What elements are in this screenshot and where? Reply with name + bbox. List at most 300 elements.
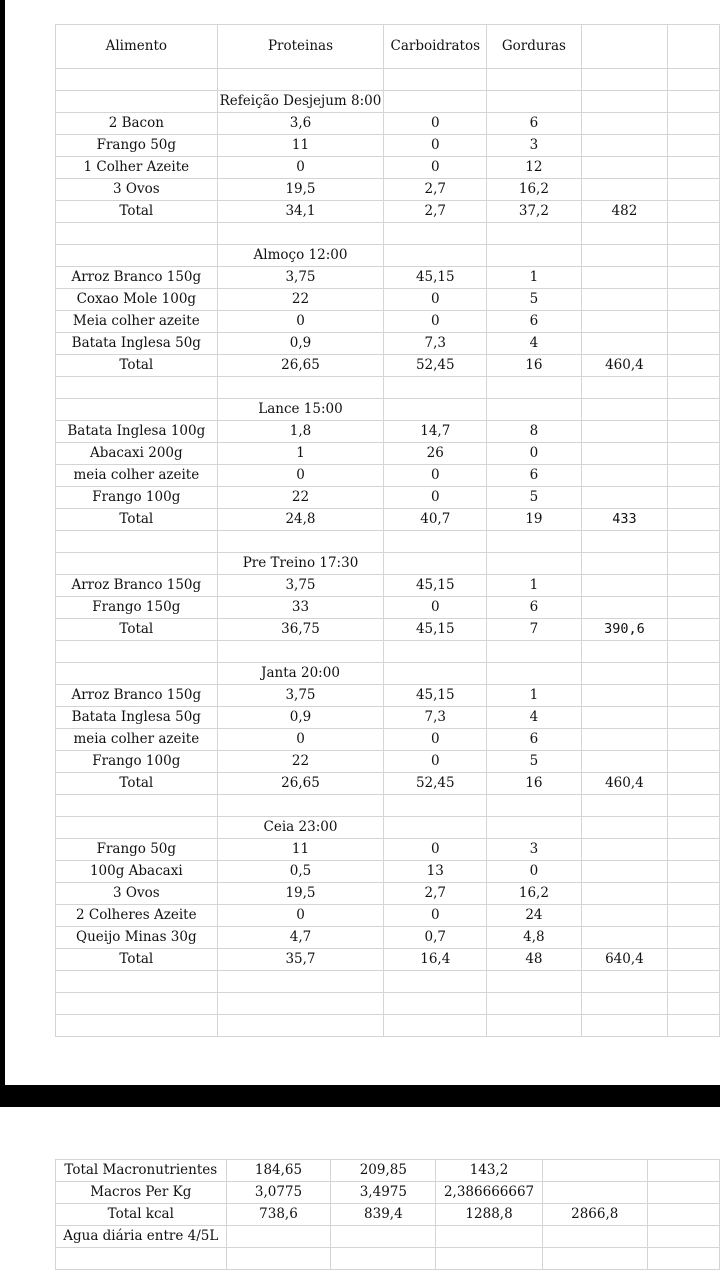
food-row (56, 465, 720, 487)
protein-value: 3,6 (217, 113, 384, 135)
food-row (56, 883, 720, 905)
food-row (56, 575, 720, 597)
carbs-value: 7,3 (384, 333, 487, 355)
empty-cell (668, 245, 720, 267)
total-label: Total (56, 509, 218, 531)
empty-cell (436, 1248, 543, 1270)
protein-value: 22 (217, 751, 384, 773)
food-row (56, 597, 720, 619)
blank-row (56, 993, 720, 1015)
protein-value: 1,8 (217, 421, 384, 443)
blank-row (56, 971, 720, 993)
empty-cell (668, 333, 720, 355)
summary-kcal (542, 1226, 647, 1248)
fat-value: 4,8 (487, 927, 581, 949)
empty-cell (56, 245, 218, 267)
empty-cell (668, 817, 720, 839)
protein-value: 0 (217, 729, 384, 751)
empty-cell (668, 201, 720, 223)
empty-cell (56, 223, 218, 245)
empty-cell (384, 69, 487, 91)
empty-cell (668, 289, 720, 311)
meal-kcal: 640,4 (581, 949, 668, 971)
fat-value: 6 (487, 113, 581, 135)
food-name: Coxao Mole 100g (56, 289, 218, 311)
blank-row (56, 1015, 720, 1037)
empty-cell (217, 641, 384, 663)
fat-value: 0 (487, 443, 581, 465)
total-label: Total (56, 773, 218, 795)
empty-cell (384, 531, 487, 553)
summary-label: Agua diária entre 4/5L (56, 1226, 227, 1248)
empty-cell (487, 795, 581, 817)
carbs-value: 14,7 (384, 421, 487, 443)
food-name: 3 Ovos (56, 883, 218, 905)
meal-title: Janta 20:00 (217, 663, 384, 685)
empty-cell (581, 839, 668, 861)
carbs-value: 0 (384, 157, 487, 179)
empty-cell (581, 157, 668, 179)
empty-cell (384, 1015, 487, 1037)
summary-carbs: 839,4 (331, 1204, 436, 1226)
empty-cell (56, 1015, 218, 1037)
protein-value: 0 (217, 157, 384, 179)
empty-cell (668, 531, 720, 553)
food-name: meia colher azeite (56, 729, 218, 751)
empty-cell (668, 509, 720, 531)
summary-carbs: 3,4975 (331, 1182, 436, 1204)
food-name: Batata Inglesa 50g (56, 333, 218, 355)
protein-value: 19,5 (217, 179, 384, 201)
empty-cell (581, 575, 668, 597)
empty-cell (581, 333, 668, 355)
protein-value: 3,75 (217, 685, 384, 707)
empty-cell (668, 641, 720, 663)
total-label: Total (56, 201, 218, 223)
empty-cell (217, 69, 384, 91)
carbs-value: 26 (384, 443, 487, 465)
empty-cell (668, 1015, 720, 1037)
protein-value: 0,5 (217, 861, 384, 883)
blank-row (56, 531, 720, 553)
food-name: Frango 100g (56, 751, 218, 773)
food-name: 2 Bacon (56, 113, 218, 135)
fat-value: 4 (487, 707, 581, 729)
empty-cell (668, 619, 720, 641)
empty-cell (668, 267, 720, 289)
empty-cell (581, 267, 668, 289)
meal-title: Lance 15:00 (217, 399, 384, 421)
empty-cell (647, 1204, 719, 1226)
fat-value: 5 (487, 289, 581, 311)
empty-cell (581, 245, 668, 267)
food-name: 2 Colheres Azeite (56, 905, 218, 927)
blank-row (56, 69, 720, 91)
food-name: Arroz Branco 150g (56, 575, 218, 597)
empty-cell (487, 971, 581, 993)
meal-kcal: 482 (581, 201, 668, 223)
meal-title-row (56, 553, 720, 575)
protein-value: 0 (217, 311, 384, 333)
empty-cell (581, 817, 668, 839)
summary-table (55, 1159, 720, 1270)
empty-cell (668, 487, 720, 509)
empty-cell (581, 289, 668, 311)
empty-cell (487, 91, 581, 113)
summary-row (56, 1226, 720, 1248)
empty-cell (668, 795, 720, 817)
empty-cell (668, 377, 720, 399)
empty-cell (487, 69, 581, 91)
food-row (56, 157, 720, 179)
empty-cell (668, 861, 720, 883)
empty-cell (487, 399, 581, 421)
empty-cell (487, 377, 581, 399)
food-row (56, 729, 720, 751)
protein-value: 19,5 (217, 883, 384, 905)
empty-cell (581, 135, 668, 157)
blank-row (56, 641, 720, 663)
protein-total: 35,7 (217, 949, 384, 971)
meal-title-row (56, 245, 720, 267)
empty-cell (668, 157, 720, 179)
empty-cell (581, 663, 668, 685)
empty-cell (668, 971, 720, 993)
food-row (56, 707, 720, 729)
meal-title: Almoço 12:00 (217, 245, 384, 267)
food-name: meia colher azeite (56, 465, 218, 487)
empty-cell (668, 421, 720, 443)
carbs-value: 0 (384, 729, 487, 751)
col-header-fat: Gorduras (487, 25, 581, 69)
empty-cell (217, 993, 384, 1015)
protein-total: 36,75 (217, 619, 384, 641)
empty-cell (384, 91, 487, 113)
fat-value: 24 (487, 905, 581, 927)
food-row (56, 927, 720, 949)
carbs-value: 0 (384, 487, 487, 509)
empty-cell (668, 883, 720, 905)
empty-cell (668, 311, 720, 333)
protein-value: 11 (217, 135, 384, 157)
empty-cell (668, 135, 720, 157)
fat-value: 6 (487, 729, 581, 751)
blank-row (56, 795, 720, 817)
carbs-value: 0 (384, 311, 487, 333)
empty-cell (581, 597, 668, 619)
fat-value: 12 (487, 157, 581, 179)
empty-cell (581, 91, 668, 113)
carbs-total: 45,15 (384, 619, 487, 641)
total-label: Total (56, 355, 218, 377)
fat-value: 6 (487, 311, 581, 333)
col-header-protein: Proteinas (217, 25, 384, 69)
fat-value: 16,2 (487, 179, 581, 201)
food-row (56, 443, 720, 465)
empty-cell (581, 641, 668, 663)
empty-cell (581, 531, 668, 553)
carbs-value: 2,7 (384, 883, 487, 905)
protein-value: 3,75 (217, 267, 384, 289)
meal-title: Ceia 23:00 (217, 817, 384, 839)
empty-cell (217, 1015, 384, 1037)
carbs-value: 0 (384, 135, 487, 157)
protein-value: 0 (217, 905, 384, 927)
empty-cell (56, 663, 218, 685)
carbs-total: 40,7 (384, 509, 487, 531)
summary-row (56, 1182, 720, 1204)
meal-total-row (56, 201, 720, 223)
carbs-value: 0,7 (384, 927, 487, 949)
empty-cell (581, 487, 668, 509)
summary-carbs: 209,85 (331, 1160, 436, 1182)
carbs-value: 0 (384, 113, 487, 135)
empty-cell (384, 377, 487, 399)
meal-title: Pre Treino 17:30 (217, 553, 384, 575)
food-row (56, 311, 720, 333)
fat-value: 6 (487, 465, 581, 487)
fat-total: 37,2 (487, 201, 581, 223)
meal-title: Refeição Desjejum 8:00 (217, 91, 384, 113)
summary-label: Macros Per Kg (56, 1182, 227, 1204)
food-row (56, 751, 720, 773)
empty-cell (581, 553, 668, 575)
empty-cell (668, 223, 720, 245)
empty-cell (487, 1015, 581, 1037)
meal-total-row (56, 949, 720, 971)
empty-cell (56, 399, 218, 421)
fat-total: 16 (487, 355, 581, 377)
empty-cell (668, 751, 720, 773)
empty-cell (668, 91, 720, 113)
empty-cell (581, 465, 668, 487)
food-name: Meia colher azeite (56, 311, 218, 333)
summary-kcal (542, 1182, 647, 1204)
fat-value: 3 (487, 135, 581, 157)
fat-value: 3 (487, 839, 581, 861)
protein-value: 0 (217, 465, 384, 487)
empty-cell (668, 927, 720, 949)
meal-total-row (56, 773, 720, 795)
blank-row (56, 1248, 720, 1270)
carbs-value: 0 (384, 597, 487, 619)
empty-cell (384, 971, 487, 993)
empty-cell (581, 993, 668, 1015)
total-label: Total (56, 619, 218, 641)
blank-row (56, 223, 720, 245)
food-row (56, 289, 720, 311)
carbs-total: 52,45 (384, 355, 487, 377)
empty-cell (581, 311, 668, 333)
summary-kcal: 2866,8 (542, 1204, 647, 1226)
header-row (56, 25, 720, 69)
empty-cell (668, 729, 720, 751)
empty-cell (217, 377, 384, 399)
carbs-value: 0 (384, 839, 487, 861)
empty-cell (384, 817, 487, 839)
empty-cell (581, 421, 668, 443)
empty-cell (581, 971, 668, 993)
protein-value: 22 (217, 289, 384, 311)
protein-total: 26,65 (217, 355, 384, 377)
empty-cell (668, 179, 720, 201)
col-header-carbs: Carboidratos (384, 25, 487, 69)
empty-cell (647, 1226, 719, 1248)
meal-title-row (56, 91, 720, 113)
summary-label: Total Macronutrientes (56, 1160, 227, 1182)
total-label: Total (56, 949, 218, 971)
diet-table (55, 24, 720, 1037)
food-name: Queijo Minas 30g (56, 927, 218, 949)
empty-cell (581, 795, 668, 817)
empty-cell (384, 993, 487, 1015)
blank-row (56, 377, 720, 399)
empty-cell (668, 707, 720, 729)
empty-cell (487, 641, 581, 663)
empty-cell (668, 553, 720, 575)
fat-value: 1 (487, 575, 581, 597)
fat-value: 5 (487, 751, 581, 773)
empty-cell (668, 69, 720, 91)
protein-value: 11 (217, 839, 384, 861)
meal-total-row (56, 619, 720, 641)
empty-cell (581, 399, 668, 421)
summary-kcal (542, 1160, 647, 1182)
empty-cell (581, 223, 668, 245)
food-name: Batata Inglesa 100g (56, 421, 218, 443)
food-row (56, 113, 720, 135)
carbs-total: 52,45 (384, 773, 487, 795)
food-row (56, 267, 720, 289)
empty-cell (581, 751, 668, 773)
fat-value: 8 (487, 421, 581, 443)
empty-cell (581, 377, 668, 399)
fat-value: 0 (487, 861, 581, 883)
empty-cell (668, 25, 720, 69)
food-row (56, 421, 720, 443)
empty-cell (581, 113, 668, 135)
empty-cell (581, 443, 668, 465)
empty-cell (56, 817, 218, 839)
food-row (56, 905, 720, 927)
empty-cell (217, 795, 384, 817)
protein-value: 22 (217, 487, 384, 509)
summary-fat: 2,386666667 (436, 1182, 543, 1204)
empty-cell (56, 377, 218, 399)
empty-cell (56, 553, 218, 575)
summary-label: Total kcal (56, 1204, 227, 1226)
empty-cell (668, 773, 720, 795)
carbs-value: 0 (384, 751, 487, 773)
carbs-total: 2,7 (384, 201, 487, 223)
food-row (56, 861, 720, 883)
fat-total: 48 (487, 949, 581, 971)
empty-cell (542, 1248, 647, 1270)
empty-cell (56, 993, 218, 1015)
empty-cell (487, 223, 581, 245)
protein-value: 33 (217, 597, 384, 619)
empty-cell (384, 663, 487, 685)
food-name: Frango 150g (56, 597, 218, 619)
food-name: Arroz Branco 150g (56, 267, 218, 289)
empty-cell (668, 443, 720, 465)
fat-total: 16 (487, 773, 581, 795)
empty-cell (581, 927, 668, 949)
empty-cell (668, 355, 720, 377)
fat-value: 6 (487, 597, 581, 619)
empty-cell (487, 993, 581, 1015)
summary-carbs (331, 1226, 436, 1248)
screenshot-divider (0, 1085, 720, 1107)
empty-cell (56, 795, 218, 817)
empty-cell (217, 971, 384, 993)
carbs-value: 45,15 (384, 267, 487, 289)
empty-cell (668, 839, 720, 861)
fat-value: 1 (487, 685, 581, 707)
meal-total-row (56, 509, 720, 531)
empty-cell (581, 25, 668, 69)
empty-cell (668, 905, 720, 927)
summary-fat (436, 1226, 543, 1248)
col-header-food: Alimento (56, 25, 218, 69)
protein-total: 26,65 (217, 773, 384, 795)
fat-value: 5 (487, 487, 581, 509)
empty-cell (487, 553, 581, 575)
food-name: 100g Abacaxi (56, 861, 218, 883)
carbs-value: 13 (384, 861, 487, 883)
empty-cell (668, 949, 720, 971)
fat-value: 4 (487, 333, 581, 355)
protein-total: 34,1 (217, 201, 384, 223)
protein-value: 3,75 (217, 575, 384, 597)
empty-cell (647, 1248, 719, 1270)
summary-protein: 3,0775 (226, 1182, 331, 1204)
meal-title-row (56, 399, 720, 421)
carbs-value: 7,3 (384, 707, 487, 729)
food-row (56, 685, 720, 707)
meal-total-row (56, 355, 720, 377)
summary-protein: 738,6 (226, 1204, 331, 1226)
protein-total: 24,8 (217, 509, 384, 531)
empty-cell (56, 91, 218, 113)
summary-row (56, 1160, 720, 1182)
meal-kcal: 390,6 (581, 619, 668, 641)
summary-fat: 143,2 (436, 1160, 543, 1182)
fat-total: 19 (487, 509, 581, 531)
food-row (56, 179, 720, 201)
empty-cell (668, 399, 720, 421)
food-name: Abacaxi 200g (56, 443, 218, 465)
empty-cell (56, 971, 218, 993)
empty-cell (668, 663, 720, 685)
food-name: Arroz Branco 150g (56, 685, 218, 707)
food-row (56, 333, 720, 355)
fat-value: 1 (487, 267, 581, 289)
empty-cell (668, 685, 720, 707)
empty-cell (668, 597, 720, 619)
meal-title-row (56, 663, 720, 685)
meal-kcal: 460,4 (581, 355, 668, 377)
carbs-total: 16,4 (384, 949, 487, 971)
empty-cell (668, 113, 720, 135)
carbs-value: 0 (384, 905, 487, 927)
carbs-value: 0 (384, 289, 487, 311)
empty-cell (581, 69, 668, 91)
empty-cell (384, 641, 487, 663)
protein-value: 0,9 (217, 333, 384, 355)
screen-edge-bar (0, 0, 5, 1085)
empty-cell (581, 685, 668, 707)
